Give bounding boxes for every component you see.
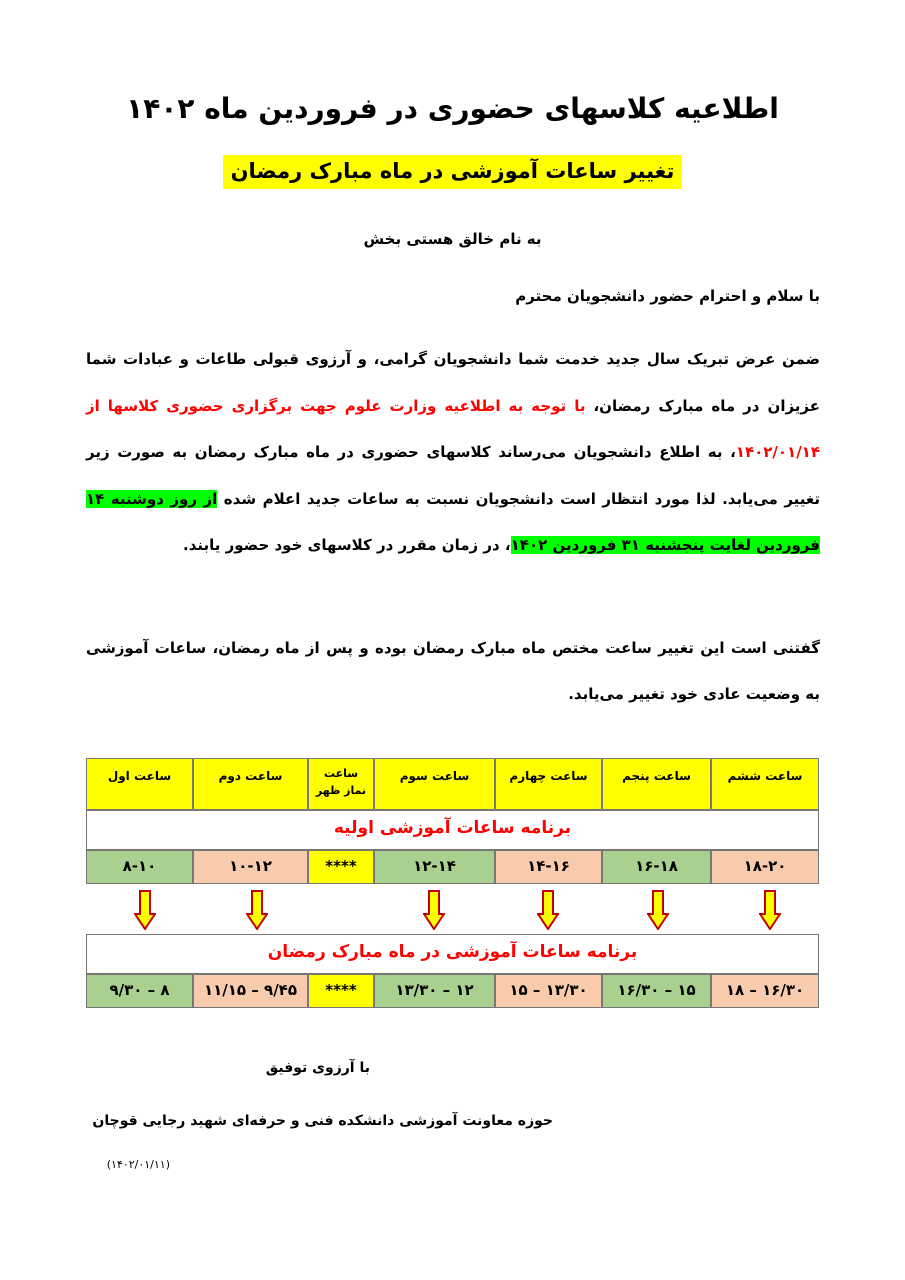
normal-value-0: ۸-۱۰ <box>86 850 193 884</box>
subtitle-highlight: تغییر ساعات آموزشی در ماه مبارک رمضان <box>223 155 683 189</box>
down-arrow-icon <box>647 890 669 930</box>
down-arrow-icon <box>246 890 268 930</box>
paragraph-2: گفتنی است این تغییر ساعت مختص ماه مبارک رمضان بوده و پس از ماه رمضان، ساعات آموزشی به وضعیت عادی خود تغییر می‌یابد. <box>86 639 820 703</box>
header-cell-2-line1: ساعت <box>323 767 359 780</box>
ramadan-value-2: **** <box>308 974 374 1008</box>
paragraph-1-red-text: با توجه به اطلاعیه وزارت علوم جهت برگزاری حضوری کلاسها از ۱۴۰۲/۰۱/۱۴ <box>86 396 820 461</box>
paragraph-1 <box>86 336 820 569</box>
subtitle-wrap <box>0 155 905 189</box>
closing-line: با آرزوی توفیق <box>265 1060 370 1076</box>
date-note: (۱۴۰۲/۰۱/۱۱) <box>106 1158 170 1171</box>
ramadan-value-0: ۸ – ۹/۳۰ <box>86 974 193 1008</box>
normal-value-2: **** <box>308 850 374 884</box>
ramadan-value-1: ۹/۴۵ – ۱۱/۱۵ <box>193 974 308 1008</box>
normal-value-5: ۱۶-۱۸ <box>602 850 711 884</box>
header-cell-6: ساعت ششم <box>711 758 819 810</box>
normal-value-6: ۱۸-۲۰ <box>711 850 819 884</box>
header-cell-2 <box>308 758 374 810</box>
schedule-table <box>86 758 819 1008</box>
down-arrow-icon <box>423 890 445 930</box>
header-cell-5: ساعت پنجم <box>602 758 711 810</box>
normal-values-row <box>86 850 819 884</box>
down-arrow-icon <box>134 890 156 930</box>
paragraph-1-part-a: ضمن عرض تبریک سال جدید خدمت شما دانشجویان گرامی، و آرزوی قبولی طاعات و عبادات شما عزیزان در ماه مبارک رمضان، <box>86 350 820 415</box>
paragraph-1-green-highlight: از روز دوشنبه ۱۴ فروردین لغایت پنجشنبه ۳۱ فروردین ۱۴۰۲ <box>86 489 820 554</box>
normal-value-4: ۱۴-۱۶ <box>495 850 602 884</box>
paragraph-1-part-c: ، در زمان مقرر در کلاسهای خود حضور یابند. <box>183 536 511 554</box>
ramadan-value-5: ۱۵ – ۱۶/۳۰ <box>602 974 711 1008</box>
header-cell-4: ساعت چهارم <box>495 758 602 810</box>
arrows-row <box>86 884 819 934</box>
ramadan-schedule-title: برنامه ساعات آموزشی در ماه مبارک رمضان <box>86 934 819 974</box>
page-title: اطلاعیه کلاسهای حضوری در فروردین ماه ۱۴۰۲ <box>126 92 779 125</box>
ramadan-values-row <box>86 974 819 1008</box>
organization-signature: حوزه معاونت آموزشی دانشکده فنی و حرفه‌ای شهید رجایی قوچان <box>92 1113 553 1129</box>
ramadan-value-4: ۱۳/۳۰ – ۱۵ <box>495 974 602 1008</box>
ramadan-value-6: ۱۶/۳۰ – ۱۸ <box>711 974 819 1008</box>
bismillah: به نام خالق هستی بخش <box>363 230 542 248</box>
header-cell-1: ساعت دوم <box>193 758 308 810</box>
header-cell-0: ساعت اول <box>86 758 193 810</box>
normal-value-1: ۱۰-۱۲ <box>193 850 308 884</box>
down-arrow-icon <box>537 890 559 930</box>
header-cell-3: ساعت سوم <box>374 758 495 810</box>
down-arrow-icon <box>759 890 781 930</box>
header-cell-2-line2: نماز ظهر <box>315 784 367 797</box>
greeting: با سلام و احترام حضور دانشجویان محترم <box>515 287 820 305</box>
paragraph-1-part-b: ، به اطلاع دانشجویان می‌رساند کلاسهای حضوری در ماه مبارک رمضان به صورت زیر تغییر می‌یابد. لذا مورد انتظار است دانشجویان نسبت به ساعات جدید اعلام شده <box>86 443 821 508</box>
ramadan-value-3: ۱۲ – ۱۳/۳۰ <box>374 974 495 1008</box>
header-row <box>86 758 819 810</box>
normal-value-3: ۱۲-۱۴ <box>374 850 495 884</box>
normal-schedule-title: برنامه ساعات آموزشی اولیه <box>86 810 819 850</box>
